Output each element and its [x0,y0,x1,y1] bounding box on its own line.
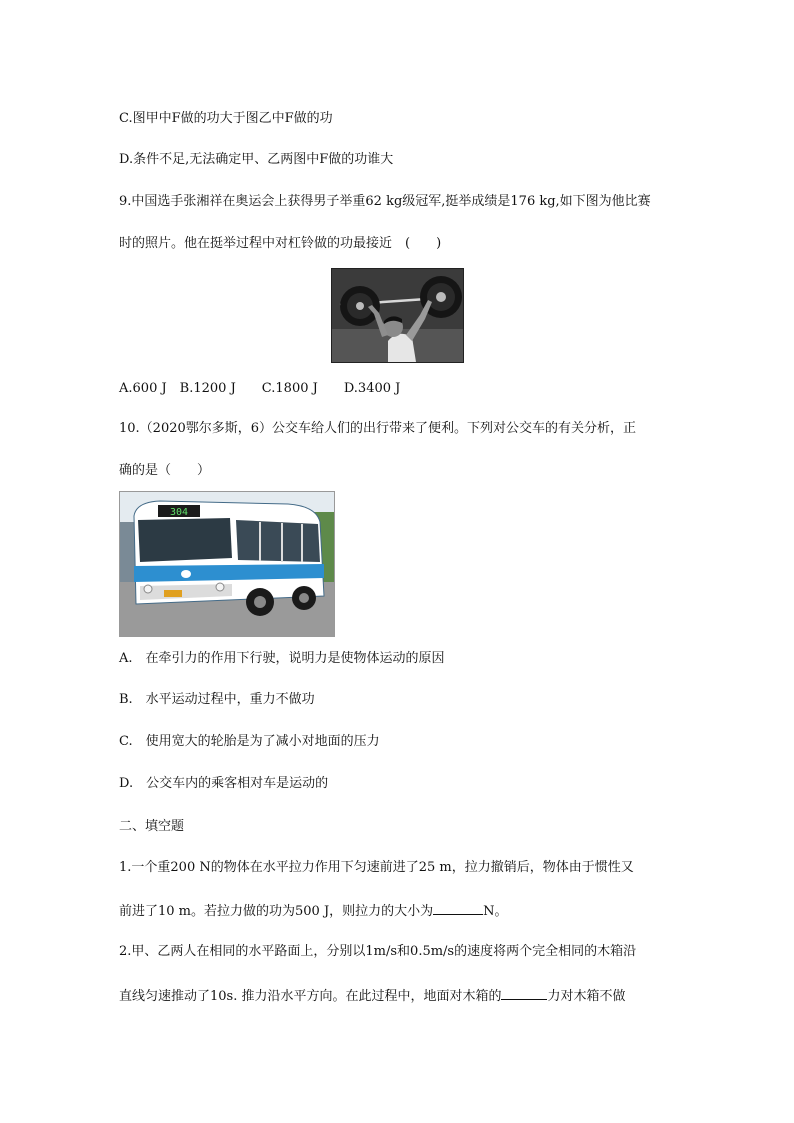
question-10-line2: 确的是（ ） [119,463,211,478]
question-9-line1: 9.中国选手张湘祥在奥运会上获得男子举重62 kg级冠军,挺举成绩是176 kg,如下图为他比赛 [119,194,651,209]
fill-question-1-line1: 1.一个重200 N的物体在水平拉力作用下匀速前进了25 m，拉力撤销后，物体由于惯性又 [119,860,634,875]
weightlifter-photo [331,268,464,363]
question-9-line2: 时的照片。他在挺举过程中对杠铃做的功最接近 ( ) [119,236,442,251]
option-10c: C. 使用宽大的轮胎是为了减小对地面的压力 [119,734,380,749]
section-heading: 二、填空题 [119,819,185,834]
fill-question-2-tail: 力对木箱不做 [547,989,626,1004]
option-8c: C.图甲中F做的功大于图乙中F做的功 [119,111,333,126]
fill-question-1-unit: N。 [483,904,508,919]
weightlifter-illustration [332,269,463,362]
fill-question-1-text: 前进了10 m。若拉力做的功为500 J，则拉力的大小为 [119,904,434,919]
bus-illustration [120,492,334,636]
fill-question-2-line1: 2.甲、乙两人在相同的水平路面上，分别以1m/s和0.5m/s的速度将两个完全相同的木箱沿 [119,944,637,959]
bus-route-number: 304 [169,507,189,518]
option-10a: A. 在牵引力的作用下行驶，说明力是使物体运动的原因 [119,651,445,666]
option-10d: D. 公交车内的乘客相对车是运动的 [119,776,329,791]
answer-blank[interactable] [501,985,547,1000]
answer-blank[interactable] [433,900,483,915]
option-8d: D.条件不足,无法确定甲、乙两图中F做的功谁大 [119,152,394,167]
fill-question-1-line2 [119,900,508,921]
fill-question-2-line2 [119,985,626,1006]
question-10-line1: 10.（2020鄂尔多斯，6）公交车给人们的出行带来了便利。下列对公交车的有关分析，正 [119,421,637,436]
fill-question-2-text: 直线匀速推动了10s. 推力沿水平方向。在此过程中，地面对木箱的 [119,989,502,1004]
bus-photo [119,491,335,637]
question-9-options: A.600 J B.1200 J C.1800 J D.3400 J [119,381,401,396]
option-10b: B. 水平运动过程中，重力不做功 [119,692,315,707]
